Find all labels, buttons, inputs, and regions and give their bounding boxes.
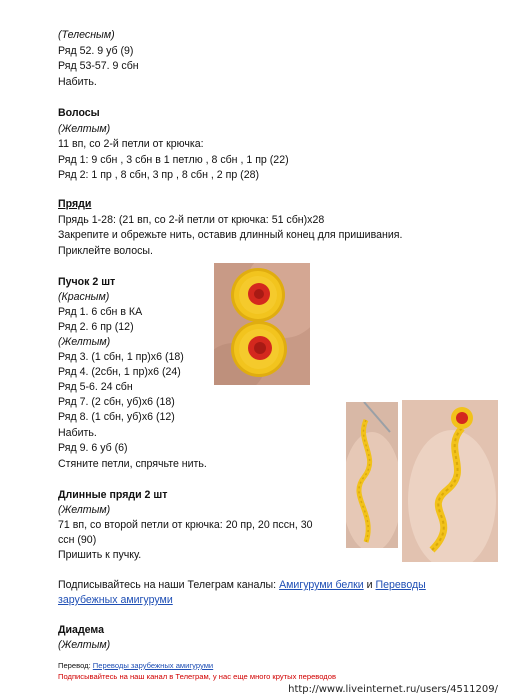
body-color-note: (Телесным)	[58, 29, 115, 41]
strands-line: Прядь 1-28: (21 вп, со 2-й петли от крючка: 51 сбн)х28	[58, 214, 325, 226]
photo-strand-with-hook	[346, 402, 398, 548]
bun-row: Ряд 8. (1 сбн, уб)х6 (12)	[58, 411, 175, 423]
bun-row: Ряд 5-6. 24 сбн	[58, 381, 133, 393]
bun-row: Набить.	[58, 427, 97, 439]
bun-row: Ряд 3. (1 сбн, 1 пр)х6 (18)	[58, 351, 184, 363]
bun-title: Пучок 2 шт	[58, 276, 116, 288]
body-row: Ряд 52. 9 уб (9)	[58, 45, 134, 57]
bun-row: Стяните петли, спрячьте нить.	[58, 458, 207, 470]
strand-hook-illustration	[346, 402, 398, 548]
bun-bottom	[231, 321, 287, 377]
buns-illustration	[214, 263, 310, 385]
body-row: Ряд 53-57. 9 сбн	[58, 60, 139, 72]
bun-row: Ряд 9. 6 уб (6)	[58, 442, 128, 454]
strands-line: Приклейте волосы.	[58, 245, 153, 257]
long-strands-line: Пришить к пучку.	[58, 549, 142, 561]
hair-line: Ряд 2: 1 пр , 8 сбн, 3 пр , 8 сбн , 2 пр (28)	[58, 169, 260, 181]
bun-color-red-note: (Красным)	[58, 291, 110, 303]
footer-translation-link[interactable]: Переводы зарубежных амигуруми	[92, 661, 214, 670]
bun-row: Ряд 1. 6 сбн в КА	[58, 306, 143, 318]
footer-promo: Подписывайтесь на наш канал в Телеграм, у нас еще много крутых переводов	[58, 672, 336, 681]
link-translations-part1[interactable]: Переводы	[375, 579, 426, 591]
hair-line: 11 вп, со 2-й петли от крючка:	[58, 138, 204, 150]
strands-title: Пряди	[58, 198, 92, 210]
long-strands-line: ссн (90)	[58, 534, 97, 546]
subscribe-line	[58, 578, 426, 593]
long-strands-title: Длинные пряди 2 шт	[58, 489, 168, 501]
diadem-color-note: (Желтым)	[58, 639, 111, 651]
bun-row: Ряд 7. (2 сбн, уб)х6 (18)	[58, 396, 175, 408]
hair-color-note: (Желтым)	[58, 123, 111, 135]
bun-strand-illustration	[402, 400, 498, 562]
link-amigurumi-squirrels[interactable]: Амигуруми белки	[279, 579, 364, 591]
bun-row: Ряд 4. (2сбн, 1 пр)х6 (24)	[58, 366, 181, 378]
subscribe-text: Подписывайтесь на наши Телеграм каналы:	[58, 579, 280, 591]
long-strands-color-note: (Желтым)	[58, 504, 111, 516]
long-strands-line: 71 вп, со второй петли от крючка: 20 пр, 20 пссн, 30	[58, 519, 313, 531]
bun-color-yellow-note: (Желтым)	[58, 336, 111, 348]
subscribe-and: и	[363, 579, 376, 591]
footer-translation-label: Перевод:	[58, 661, 93, 670]
diadem-title: Диадема	[58, 624, 105, 636]
body-row: Набить.	[58, 76, 97, 88]
footer-translation	[58, 660, 213, 671]
hair-line: Ряд 1: 9 сбн , 3 сбн в 1 петлю , 8 сбн , 1 пр (22)	[58, 154, 289, 166]
bun-row: Ряд 2. 6 пр (12)	[58, 321, 134, 333]
photo-bun-with-strand	[402, 400, 498, 562]
subscribe-line-2	[58, 593, 173, 608]
watermark: http://www.liveinternet.ru/users/4511209/	[288, 684, 498, 695]
photo-crocheted-buns	[214, 263, 310, 385]
hair-title: Волосы	[58, 107, 100, 119]
bun-top	[231, 268, 285, 322]
link-translations-part2[interactable]: зарубежных амигуруми	[58, 594, 173, 606]
strands-line: Закрепите и обрежьте нить, оставив длинный конец для пришивания.	[58, 229, 403, 241]
